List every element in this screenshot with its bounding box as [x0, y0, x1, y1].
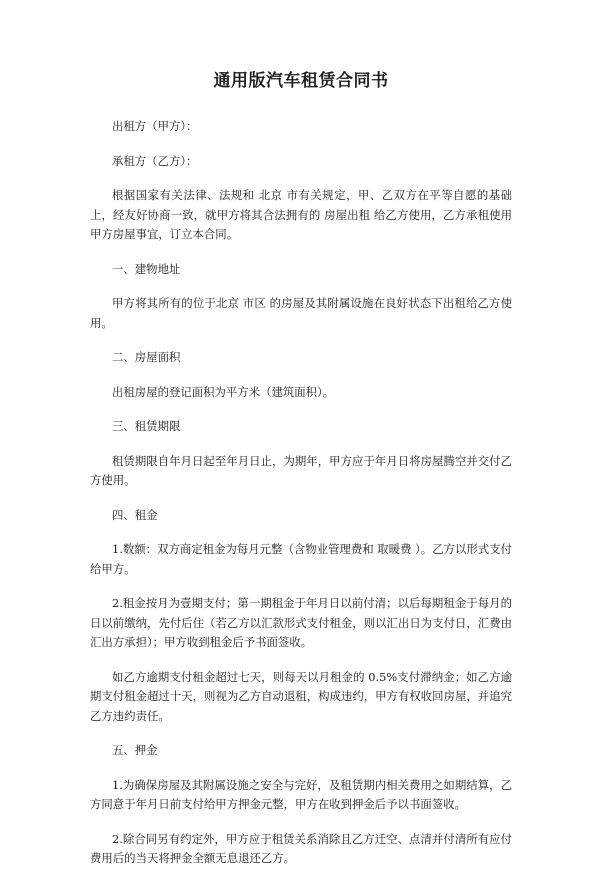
intro-paragraph: 根据国家有关法律、法规和 北京 市有关规定，甲、乙双方在平等自愿的基础上，经友好协商一致，就甲方将其合法拥有的 房屋出租 给乙方使用，乙方承租使用甲方房屋事宜，订立本合同。	[90, 188, 512, 241]
section-heading-area: 二、房屋面积	[112, 350, 181, 364]
party-a-line: 出租方（甲方）：	[112, 119, 198, 133]
section-heading-deposit: 五、押金	[112, 743, 158, 757]
section-heading-address: 一、建物地址	[112, 261, 181, 276]
section-paragraph: 租赁期限自年月日起至年月日止，为期年，甲方应于年月日将房屋腾空并交付乙方使用。	[90, 453, 512, 487]
section-paragraph: 1.数额：双方商定租金为每月元整（含物业管理费和 取暖费 ）。乙方以形式支付给甲方。	[90, 542, 512, 576]
section-paragraph: 如乙方逾期支付租金超过七天，则每天以月租金的 0.5%支付滞纳金；如乙方逾期支付租金超过十天，则视为乙方自动退租，构成违约，甲方有权收回房屋，并追究乙方违约责任。	[90, 669, 512, 723]
document-title: 通用版汽车租赁合同书	[213, 71, 389, 91]
section-paragraph: 2.除合同另有约定外，甲方应于租赁关系消除且乙方迁空、点清并付清所有应付费用后的当天将押金全额无息退还乙方。	[90, 831, 512, 865]
section-heading-term: 三、租赁期限	[112, 419, 181, 433]
section-paragraph: 出租房屋的登记面积为平方米（建筑面积）。	[112, 384, 335, 399]
section-paragraph: 2.租金按月为壹期支付；第一期租金于年月日以前付清；以后每期租金于每月的日以前缴纳，先付后住（若乙方以汇款形式支付租金，则以汇出日为支付日，汇费由汇出方承担）；甲方收到租金后予书面签收。	[90, 596, 512, 649]
section-paragraph: 甲方将其所有的位于北京 市区 的房屋及其附属设施在良好状态下出租给乙方使用。	[90, 296, 512, 330]
section-heading-rent: 四、租金	[112, 507, 158, 522]
party-b-line: 承租方（乙方）：	[112, 153, 198, 168]
section-paragraph: 1.为确保房屋及其附属设施之安全与完好，及租赁期内相关费用之如期结算，乙方同意于年月日前支付给甲方押金元整，甲方在收到押金后予以书面签收。	[90, 777, 512, 811]
